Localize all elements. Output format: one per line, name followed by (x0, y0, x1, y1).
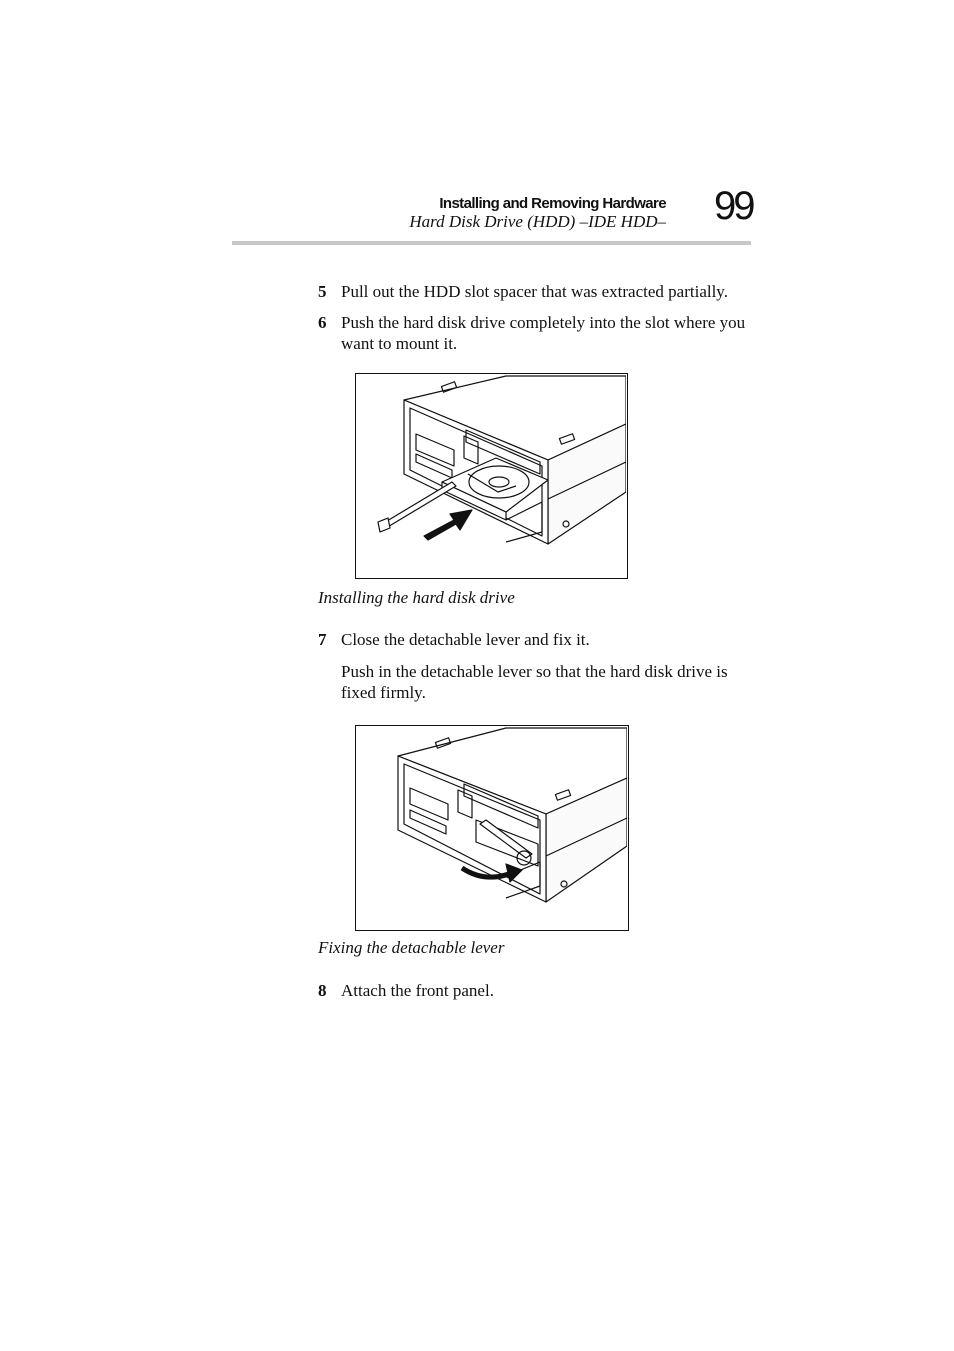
step-number: 6 (318, 313, 327, 332)
step-number: 8 (318, 981, 327, 1000)
running-header-subtitle: Hard Disk Drive (HDD) –IDE HDD– (409, 212, 666, 231)
figure-caption: Installing the hard disk drive (318, 588, 515, 607)
lever-fixing-illustration (355, 725, 629, 931)
step-text: Close the detachable lever and fix it. (341, 630, 590, 649)
page-number: 99 (714, 184, 753, 228)
header-rule (232, 241, 751, 245)
step-7-detail: Push in the detachable lever so that the hard disk drive is fixed firmly. (341, 662, 728, 702)
step-text: Push the hard disk drive completely into the slot where you want to mount it. (341, 313, 746, 353)
step-text: Attach the front panel. (341, 981, 494, 1000)
step-text: Pull out the HDD slot spacer that was extracted partially. (341, 282, 728, 301)
step-number: 7 (318, 630, 327, 649)
step-number: 5 (318, 282, 327, 301)
running-header-title: Installing and Removing Hardware (439, 195, 666, 212)
hdd-insertion-illustration (355, 373, 628, 579)
figure-caption: Fixing the detachable lever (318, 938, 505, 957)
